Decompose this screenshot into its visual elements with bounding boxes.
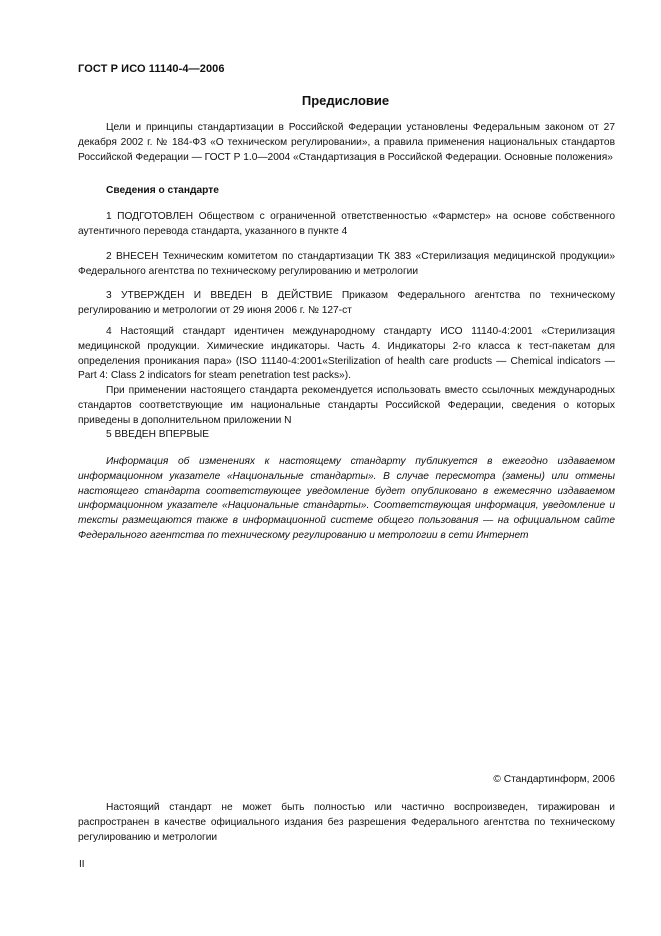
item-3-text: 3 УТВЕРЖДЕН И ВВЕДЕН В ДЕЙСТВИЕ Приказом Федерального агентства по техническому регулированию и метрологии от 29 июня 2006 г. № 127-ст: [78, 290, 615, 316]
item-5: [78, 428, 615, 443]
item-2: [78, 250, 615, 280]
section-heading-block: [78, 184, 615, 199]
item-2-text: 2 ВНЕСЕН Техническим комитетом по стандартизации ТК 383 «Стерилизация медицинской продукции» Федерального агентства по техническому регулированию и метрологии: [78, 251, 615, 277]
page-number: II: [79, 859, 85, 870]
item-3: [78, 289, 615, 319]
intro-text: Цели и принципы стандартизации в Российской Федерации установлены Федеральным законом от 27 декабря 2002 г. № 184-ФЗ «О техническом регулировании», а правила применения национальных стандартов Российской Федерации — ГОСТ Р 1.0—2004 «Стандартизация в Российской Федерации. Основные положения»: [78, 122, 615, 163]
item-5-text: 5 ВВЕДЕН ВПЕРВЫЕ: [106, 429, 210, 440]
item-4-text: 4 Настоящий стандарт идентичен международному стандарту ИСО 11140-4:2001 «Стерилизация медицинской продукции. Химические индикаторы. Часть 4. Индикаторы 2-го класса к тест-пакетам для определения проникания пара» (ISO 11140-4:2001«Sterilization of health care products — Chemical indicators — Part 4: Class 2 indicators for steam penetration test packs»).: [78, 326, 615, 382]
footer-notice-paragraph: [78, 801, 615, 845]
notice-text: Информация об изменениях к настоящему стандарту публикуется в ежегодно издаваемом информационном указателе «Национальные стандарты». В случае пересмотра (замены) или отмены настоящего стандарта соответствующее уведомление будет опубликовано в ежемесячно издаваемом информационном указателе «Национальные стандарты». Соответствующая информация, уведомление и тексты размещаются также в информационной системе общего пользования — на официальном сайте Федерального агентства по техническому регулированию и метрологии в сети Интернет: [78, 456, 615, 541]
document-code-header: ГОСТ Р ИСО 11140-4—2006: [78, 63, 225, 75]
item-4: [78, 325, 615, 429]
intro-paragraph: [78, 121, 615, 165]
section-heading: Сведения о стандарте: [106, 185, 219, 196]
page-title: Предисловие: [301, 93, 390, 108]
item-1: [78, 210, 615, 240]
notice-paragraph: [78, 455, 615, 544]
item-1-text: 1 ПОДГОТОВЛЕН Обществом с ограниченной ответственностью «Фармстер» на основе собственного аутентичного перевода стандарта, указанного в пункте 4: [78, 211, 615, 237]
item-4-note: При применении настоящего стандарта рекомендуется использовать вместо ссылочных международных стандартов соответствующие им национальные стандарты Российской Федерации, сведения о которых приведены в дополнительном приложении N: [78, 385, 615, 426]
copyright-line: © Стандартинформ, 2006: [493, 774, 615, 785]
footer-notice-text: Настоящий стандарт не может быть полностью или частично воспроизведен, тиражирован и распространен в качестве официального издания без разрешения Федерального агентства по техническому регулированию и метрологии: [78, 802, 615, 843]
